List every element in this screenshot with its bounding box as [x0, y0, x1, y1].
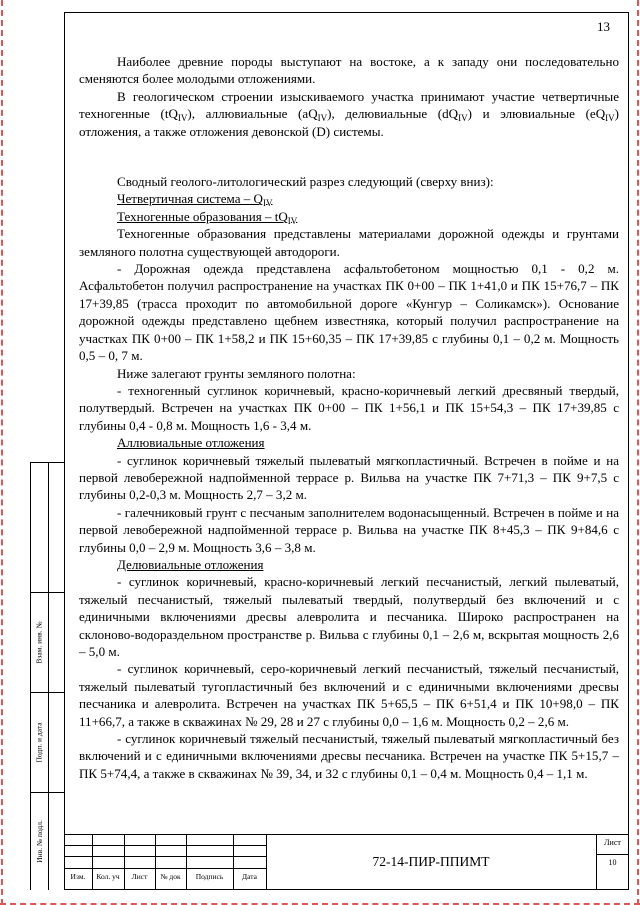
paragraph: Техногенные образования представлены материалами дорожной одежды и грунтами земляного полотна существующей автодороги. — [79, 226, 619, 259]
page-number: 13 — [597, 19, 610, 34]
paragraph: - техногенный суглинок коричневый, красно-коричневый легкий дресвяный твердый, полутвердый. Встречен на участках ПК 0+00 – ПК 1+56,1 и ПК 15+54,3 – ПК 17+39,85 с глубины 0,4 - 0,8 м. Мощность 1,6 - 3,4 м. — [79, 382, 619, 433]
cut-line-right — [637, 0, 639, 905]
document-body — [79, 53, 619, 782]
header-sheet: Лист — [131, 872, 148, 881]
paragraph: Наиболее древние породы выступают на востоке, а к западу они последовательно сменяются более молодыми отложениями. — [79, 54, 619, 87]
sidebar-label-replacement-inv: Взам. инв. № — [34, 620, 44, 664]
header-signature: Подпись — [195, 872, 224, 881]
paragraph: - суглинок коричневый тяжелый песчанистый, тяжелый пылеватый мягкопластичный без включений и с единичными включениями дресвы песчаника. Встречен на участке ПК 5+15,7 – ПК 5+74,4, а также в скважинах № 39, 34, и 32 с глубины 0,1 – 0,4 м. Мощность 0,4 – 1,1 м. — [79, 731, 619, 781]
section-heading-quaternary: Четвертичная система – $Q_{IV}$ — [117, 191, 273, 209]
cut-line-left — [1, 0, 3, 905]
page-frame — [64, 12, 629, 890]
sidebar-label-signature-date: Подп. и дата — [34, 721, 44, 763]
paragraph: - суглинок коричневый тяжелый пылеватый мягкопластичный. Встречен в пойме и на первой левобережной надпойменной террасе р. Вильва на участке ПК 7+71,3 – ПК 9+7,5 с глубины 0,2-0,3 м. Мощность 2,7 – 3,2 м. — [79, 452, 619, 503]
header-date: Дата — [242, 872, 257, 881]
sheet-number: 10 — [608, 858, 617, 867]
header-count: Кол. уч — [96, 872, 120, 881]
paragraph: - суглинок коричневый, серо-коричневый легкий песчанистый, тяжелый песчанистый, тяжелый пылеватый тугопластичный без включений и с единичными включениями дресвы песчаника и алевролита. Встречен на участках ПК 5+65,5 – ПК 6+51,4 и ПК 10+98,0 – ПК 11+66,7, а также в скважинах № 29, 28 и 27 с глубины 0,0 – 1,6 м. Мощность 0,2 – 2,6 м. — [79, 661, 619, 729]
document-code: 72-14-ПИР-ППИМТ — [372, 854, 490, 869]
sidebar-stamp — [30, 462, 64, 890]
paragraph: - суглинок коричневый, красно-коричневый легкий песчанистый, легкий пылеватый, тяжелый песчанистый, тяжелый пылеватый твердый, полутвердый без включений и с единичными включениями дресвы алевролита и песчаника. Широко распространен на склоново-водораздельном пространстве р. Вильва с глубины 0,1 – 2,6 м, вскрытая мощность 2,6 – 5,0 м. — [79, 574, 619, 659]
paragraph: Ниже залегают грунты земляного полотна: — [117, 365, 356, 381]
paragraph-sediments: В геологическом строении изыскиваемого участка принимают участие четвертичные техногенные $(tQ_{IV})$, аллювиальные $(aQ_{IV})$, делювиальные $(dQ_{IV})$ и элювиальные $(eQ_{IV})$ отложения, а также отложения девонской (D) системы. — [79, 88, 619, 139]
title-block — [64, 834, 629, 890]
header-doc-number: № док — [160, 872, 181, 881]
section-heading-technogenic: Техногенные образования – $tQ_{IV}$ — [117, 208, 298, 226]
sidebar-label-original-inv: Инв. № подл. — [34, 819, 44, 863]
header-change: Изм. — [70, 872, 86, 881]
paragraph: - галечниковый грунт с песчаным заполнителем водонасыщенный. Встречен в пойме и на первой левобережной надпойменной террасе р. Вильва на участке ПК 8+45,3 – ПК 9+84,6 с глубины 0,0 – 2,9 м. Мощность 3,6 – 3,8 м. — [79, 504, 619, 555]
paragraph: Сводный геолого-литологический разрез следующий (сверху вниз): — [117, 174, 494, 190]
paragraph: - Дорожная одежда представлена асфальтобетоном мощностью 0,1 - 0,2 м. Асфальтобетон получил распространение на участках ПК 0+00 – ПК 1+41,0 и ПК 15+76,7 – ПК 17+39,85 (трасса проходит по автомобильной дороге «Кунгур – Соликамск»). Основание дорожной одежды представлено щебнем известняка, который получил распространение на участках ПК 0+00 – ПК 1+58,2 и ПК 15+60,35 – ПК 17+39,85 с глубины 0,1 – 0,2 м. Мощность 0,5 – 0, 7 м. — [79, 261, 619, 364]
section-heading-alluvial: Аллювиальные отложения — [117, 435, 265, 451]
section-heading-deluvial: Делювиальные отложения — [117, 556, 264, 572]
sheet-caption: Лист — [604, 838, 621, 847]
